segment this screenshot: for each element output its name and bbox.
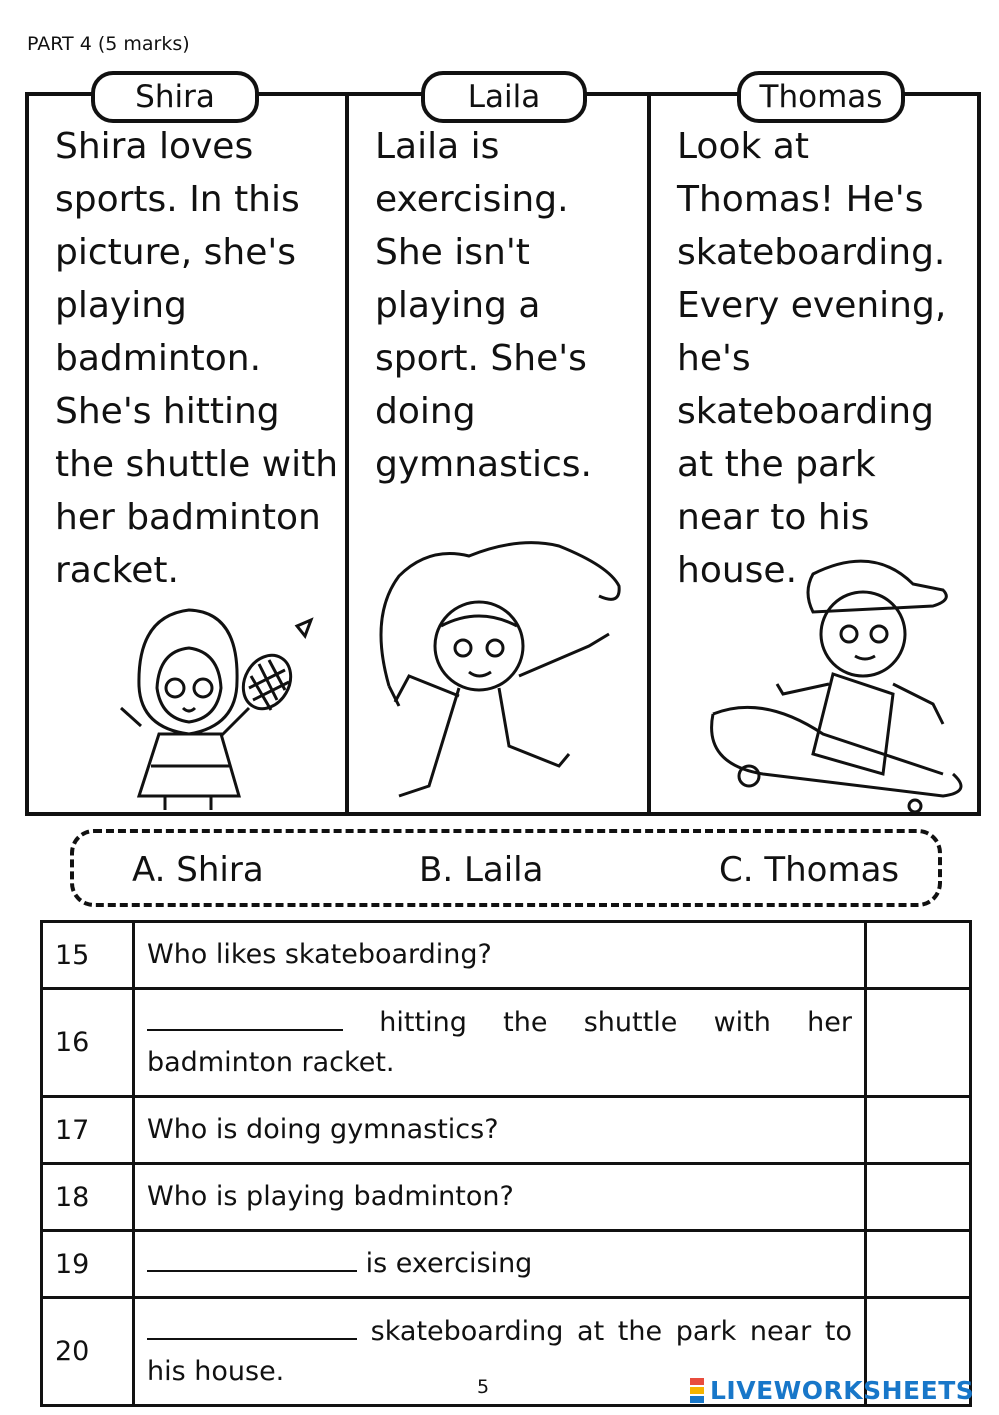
- question-text: skateboarding at the park near to his house.: [147, 1315, 852, 1387]
- answer-options: [70, 829, 942, 907]
- part-title: PART 4 (5 marks): [27, 33, 190, 55]
- question-text: is exercising: [365, 1248, 533, 1279]
- panel-laila: [349, 79, 651, 812]
- table-row: [42, 1231, 971, 1298]
- name-tag-thomas: Thomas: [737, 71, 905, 123]
- brand-logo: [690, 1376, 974, 1405]
- question-text: Who is doing gymnastics?: [134, 1097, 866, 1164]
- question-number: 15: [42, 922, 134, 989]
- option-c: C. Thomas: [719, 850, 900, 890]
- answer-cell[interactable]: [866, 1164, 971, 1231]
- question-number: 19: [42, 1231, 134, 1298]
- answer-blank: [147, 1248, 357, 1272]
- passage-shira: Shira loves sports. In this picture, she's playing badminton. She's hitting the shuttle with her badminton racket.: [55, 126, 339, 591]
- table-row: [42, 1164, 971, 1231]
- question-text: Who is playing badminton?: [134, 1164, 866, 1231]
- table-row: [42, 922, 971, 989]
- question-text-cell: [134, 1231, 866, 1298]
- question-text: hitting the shuttle with her badminton racket.: [147, 1006, 852, 1078]
- laila-gymnastics-illustration: [359, 526, 639, 816]
- question-number: 16: [42, 989, 134, 1097]
- answer-cell[interactable]: [866, 1231, 971, 1298]
- answer-cell[interactable]: [866, 1097, 971, 1164]
- table-row: [42, 989, 971, 1097]
- liveworksheets-icon: [690, 1378, 704, 1403]
- questions-table: [40, 920, 975, 1407]
- thomas-skateboarding-illustration: [703, 544, 973, 814]
- question-text-cell: [134, 989, 866, 1097]
- option-a: A. Shira: [132, 850, 264, 890]
- question-text: Who likes skateboarding?: [134, 922, 866, 989]
- question-number: 18: [42, 1164, 134, 1231]
- brand-text: LIVEWORKSHEETS: [710, 1376, 975, 1405]
- name-tag-laila: Laila: [421, 71, 587, 123]
- answer-blank: [147, 1007, 343, 1031]
- passage-laila: Laila is exercising. She isn't playing a sport. She's doing gymnastics.: [375, 126, 592, 485]
- question-number: 17: [42, 1097, 134, 1164]
- table-row: [42, 1097, 971, 1164]
- page-number: 5: [477, 1376, 490, 1398]
- panel-shira: [29, 79, 349, 812]
- question-number: 20: [42, 1298, 134, 1406]
- answer-cell[interactable]: [866, 922, 971, 989]
- panel-thomas: [651, 79, 977, 812]
- name-tag-shira: Shira: [91, 71, 259, 123]
- character-panels: [25, 79, 981, 816]
- option-b: B. Laila: [419, 850, 544, 890]
- answer-blank: [147, 1316, 357, 1340]
- shira-badminton-illustration: [99, 596, 319, 816]
- passage-thomas: Look at Thomas! He's skateboarding. Every evening, he's skateboarding at the park near to his house.: [677, 126, 947, 591]
- answer-cell[interactable]: [866, 989, 971, 1097]
